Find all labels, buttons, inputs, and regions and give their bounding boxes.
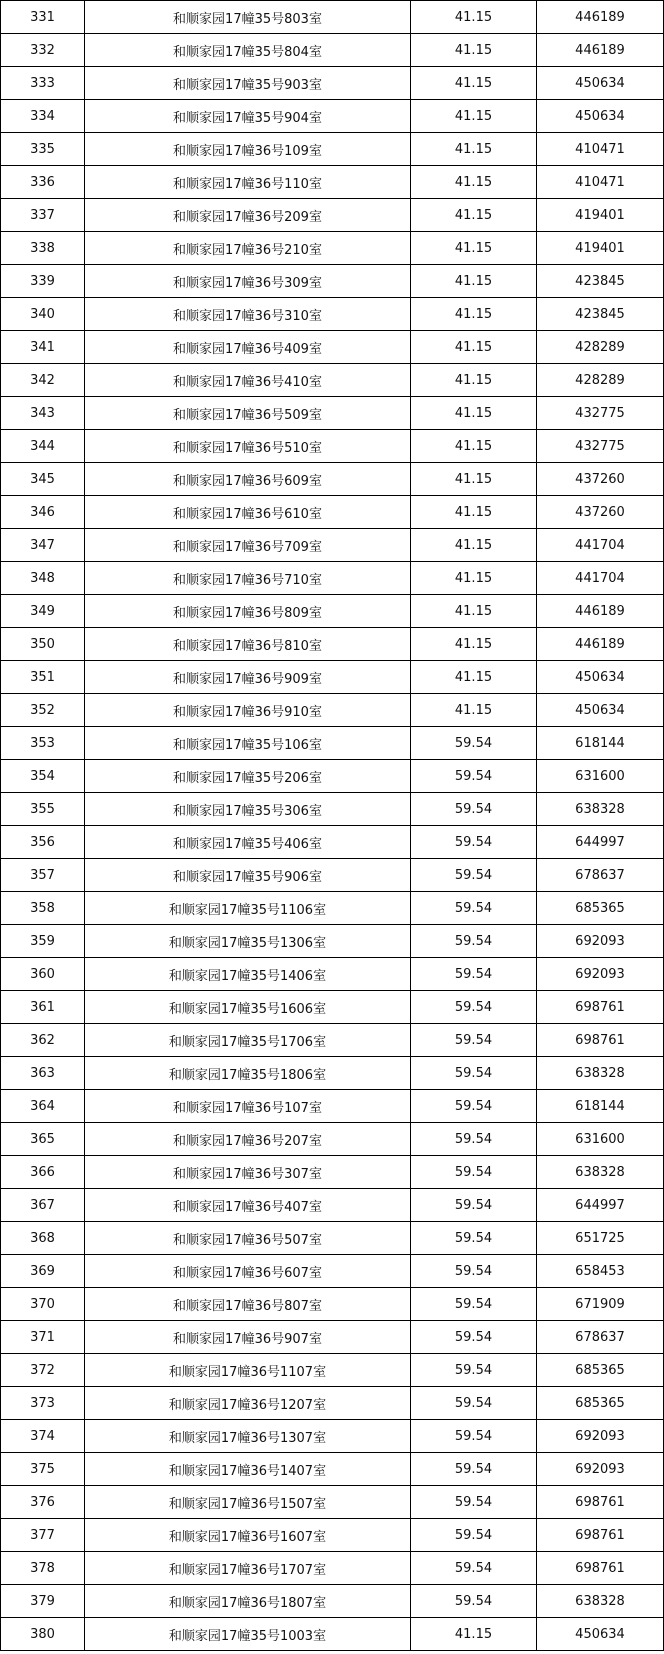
row-number-cell: 377 — [1, 1519, 85, 1552]
table-row — [1, 892, 664, 925]
row-number-cell: 370 — [1, 1288, 85, 1321]
address-cell: 和顺家园17幢36号709室 — [85, 529, 411, 562]
table-row — [1, 1090, 664, 1123]
table-row — [1, 199, 664, 232]
price-cell: 437260 — [537, 463, 664, 496]
table-row — [1, 859, 664, 892]
table-row — [1, 364, 664, 397]
price-cell: 685365 — [537, 1354, 664, 1387]
row-number-cell: 378 — [1, 1552, 85, 1585]
price-cell: 450634 — [537, 661, 664, 694]
area-cell: 41.15 — [411, 34, 537, 67]
area-cell: 59.54 — [411, 760, 537, 793]
address-cell: 和顺家园17幢36号210室 — [85, 232, 411, 265]
price-cell: 419401 — [537, 232, 664, 265]
area-cell: 59.54 — [411, 925, 537, 958]
price-cell: 446189 — [537, 1, 664, 34]
row-number-cell: 373 — [1, 1387, 85, 1420]
area-cell: 59.54 — [411, 727, 537, 760]
area-cell: 41.15 — [411, 595, 537, 628]
price-cell: 698761 — [537, 1519, 664, 1552]
row-number-cell: 344 — [1, 430, 85, 463]
area-cell: 59.54 — [411, 1189, 537, 1222]
table-row — [1, 694, 664, 727]
table-row — [1, 991, 664, 1024]
area-cell: 59.54 — [411, 1057, 537, 1090]
row-number-cell: 366 — [1, 1156, 85, 1189]
price-cell: 692093 — [537, 1420, 664, 1453]
price-cell: 423845 — [537, 298, 664, 331]
price-cell: 410471 — [537, 133, 664, 166]
table-row — [1, 1420, 664, 1453]
address-cell: 和顺家园17幢36号1707室 — [85, 1552, 411, 1585]
row-number-cell: 337 — [1, 199, 85, 232]
address-cell: 和顺家园17幢35号106室 — [85, 727, 411, 760]
table-row — [1, 1354, 664, 1387]
price-cell: 671909 — [537, 1288, 664, 1321]
area-cell: 59.54 — [411, 1222, 537, 1255]
table-row — [1, 760, 664, 793]
address-cell: 和顺家园17幢35号1606室 — [85, 991, 411, 1024]
price-cell: 638328 — [537, 1057, 664, 1090]
area-cell: 41.15 — [411, 661, 537, 694]
price-cell: 638328 — [537, 793, 664, 826]
address-cell: 和顺家园17幢35号1706室 — [85, 1024, 411, 1057]
table-row — [1, 958, 664, 991]
area-cell: 59.54 — [411, 1090, 537, 1123]
price-cell: 410471 — [537, 166, 664, 199]
table-row — [1, 1288, 664, 1321]
area-cell: 41.15 — [411, 133, 537, 166]
area-cell: 41.15 — [411, 628, 537, 661]
address-cell: 和顺家园17幢36号309室 — [85, 265, 411, 298]
row-number-cell: 341 — [1, 331, 85, 364]
row-number-cell: 350 — [1, 628, 85, 661]
row-number-cell: 361 — [1, 991, 85, 1024]
address-cell: 和顺家园17幢36号410室 — [85, 364, 411, 397]
row-number-cell: 348 — [1, 562, 85, 595]
area-cell: 59.54 — [411, 859, 537, 892]
row-number-cell: 345 — [1, 463, 85, 496]
price-cell: 618144 — [537, 727, 664, 760]
row-number-cell: 362 — [1, 1024, 85, 1057]
address-cell: 和顺家园17幢36号607室 — [85, 1255, 411, 1288]
address-cell: 和顺家园17幢35号1406室 — [85, 958, 411, 991]
price-cell: 618144 — [537, 1090, 664, 1123]
table-row — [1, 100, 664, 133]
area-cell: 41.15 — [411, 529, 537, 562]
table-row — [1, 496, 664, 529]
area-cell: 41.15 — [411, 199, 537, 232]
address-cell: 和顺家园17幢36号1807室 — [85, 1585, 411, 1618]
row-number-cell: 351 — [1, 661, 85, 694]
row-number-cell: 343 — [1, 397, 85, 430]
area-cell: 59.54 — [411, 1486, 537, 1519]
address-cell: 和顺家园17幢35号406室 — [85, 826, 411, 859]
row-number-cell: 331 — [1, 1, 85, 34]
table-row — [1, 1387, 664, 1420]
table-row — [1, 925, 664, 958]
address-cell: 和顺家园17幢35号904室 — [85, 100, 411, 133]
area-cell: 59.54 — [411, 1255, 537, 1288]
address-cell: 和顺家园17幢35号803室 — [85, 1, 411, 34]
row-number-cell: 334 — [1, 100, 85, 133]
area-cell: 59.54 — [411, 1156, 537, 1189]
price-cell: 432775 — [537, 397, 664, 430]
price-cell: 419401 — [537, 199, 664, 232]
price-cell: 638328 — [537, 1156, 664, 1189]
table-row — [1, 166, 664, 199]
area-cell: 41.15 — [411, 562, 537, 595]
row-number-cell: 374 — [1, 1420, 85, 1453]
price-cell: 698761 — [537, 1486, 664, 1519]
address-cell: 和顺家园17幢35号306室 — [85, 793, 411, 826]
address-cell: 和顺家园17幢36号610室 — [85, 496, 411, 529]
table-row — [1, 1057, 664, 1090]
address-cell: 和顺家园17幢36号110室 — [85, 166, 411, 199]
table-body — [1, 1, 664, 1651]
table-row — [1, 1453, 664, 1486]
address-cell: 和顺家园17幢36号407室 — [85, 1189, 411, 1222]
table-row — [1, 397, 664, 430]
area-cell: 59.54 — [411, 1519, 537, 1552]
price-cell: 698761 — [537, 1024, 664, 1057]
row-number-cell: 335 — [1, 133, 85, 166]
price-cell: 441704 — [537, 562, 664, 595]
area-cell: 59.54 — [411, 1354, 537, 1387]
price-cell: 446189 — [537, 34, 664, 67]
address-cell: 和顺家园17幢36号1307室 — [85, 1420, 411, 1453]
area-cell: 59.54 — [411, 1387, 537, 1420]
area-cell: 41.15 — [411, 397, 537, 430]
table-row — [1, 1024, 664, 1057]
address-cell: 和顺家园17幢36号1207室 — [85, 1387, 411, 1420]
price-cell: 685365 — [537, 1387, 664, 1420]
table-row — [1, 331, 664, 364]
row-number-cell: 338 — [1, 232, 85, 265]
row-number-cell: 347 — [1, 529, 85, 562]
address-cell: 和顺家园17幢36号409室 — [85, 331, 411, 364]
area-cell: 59.54 — [411, 793, 537, 826]
row-number-cell: 375 — [1, 1453, 85, 1486]
address-cell: 和顺家园17幢36号507室 — [85, 1222, 411, 1255]
area-cell: 59.54 — [411, 1288, 537, 1321]
price-cell: 644997 — [537, 826, 664, 859]
table-row — [1, 298, 664, 331]
price-cell: 698761 — [537, 991, 664, 1024]
area-cell: 41.15 — [411, 1618, 537, 1651]
address-cell: 和顺家园17幢36号1107室 — [85, 1354, 411, 1387]
area-cell: 41.15 — [411, 166, 537, 199]
address-cell: 和顺家园17幢36号1407室 — [85, 1453, 411, 1486]
row-number-cell: 349 — [1, 595, 85, 628]
area-cell: 41.15 — [411, 100, 537, 133]
table-row — [1, 430, 664, 463]
price-cell: 441704 — [537, 529, 664, 562]
row-number-cell: 376 — [1, 1486, 85, 1519]
price-cell: 446189 — [537, 595, 664, 628]
price-cell: 437260 — [537, 496, 664, 529]
price-cell: 692093 — [537, 1453, 664, 1486]
table-row — [1, 1123, 664, 1156]
table-row — [1, 1321, 664, 1354]
price-cell: 450634 — [537, 100, 664, 133]
row-number-cell: 380 — [1, 1618, 85, 1651]
address-cell: 和顺家园17幢36号1607室 — [85, 1519, 411, 1552]
table-row — [1, 727, 664, 760]
address-cell: 和顺家园17幢36号609室 — [85, 463, 411, 496]
table-row — [1, 529, 664, 562]
row-number-cell: 333 — [1, 67, 85, 100]
area-cell: 59.54 — [411, 1552, 537, 1585]
price-cell: 631600 — [537, 1123, 664, 1156]
address-cell: 和顺家园17幢36号310室 — [85, 298, 411, 331]
table-row — [1, 34, 664, 67]
area-cell: 59.54 — [411, 1420, 537, 1453]
row-number-cell: 367 — [1, 1189, 85, 1222]
table-row — [1, 1618, 664, 1651]
area-cell: 59.54 — [411, 1123, 537, 1156]
address-cell: 和顺家园17幢35号1806室 — [85, 1057, 411, 1090]
table-row — [1, 1519, 664, 1552]
address-cell: 和顺家园17幢35号1306室 — [85, 925, 411, 958]
address-cell: 和顺家园17幢36号910室 — [85, 694, 411, 727]
row-number-cell: 368 — [1, 1222, 85, 1255]
table-row — [1, 562, 664, 595]
area-cell: 59.54 — [411, 826, 537, 859]
row-number-cell: 359 — [1, 925, 85, 958]
price-cell: 432775 — [537, 430, 664, 463]
address-cell: 和顺家园17幢35号804室 — [85, 34, 411, 67]
table-row — [1, 661, 664, 694]
area-cell: 59.54 — [411, 991, 537, 1024]
price-cell: 450634 — [537, 694, 664, 727]
price-cell: 678637 — [537, 859, 664, 892]
area-cell: 59.54 — [411, 1321, 537, 1354]
address-cell: 和顺家园17幢35号1003室 — [85, 1618, 411, 1651]
row-number-cell: 355 — [1, 793, 85, 826]
address-cell: 和顺家园17幢36号509室 — [85, 397, 411, 430]
address-cell: 和顺家园17幢36号807室 — [85, 1288, 411, 1321]
price-cell: 658453 — [537, 1255, 664, 1288]
area-cell: 41.15 — [411, 430, 537, 463]
price-cell: 428289 — [537, 331, 664, 364]
row-number-cell: 358 — [1, 892, 85, 925]
price-cell: 644997 — [537, 1189, 664, 1222]
row-number-cell: 342 — [1, 364, 85, 397]
row-number-cell: 346 — [1, 496, 85, 529]
price-cell: 446189 — [537, 628, 664, 661]
row-number-cell: 369 — [1, 1255, 85, 1288]
table-row — [1, 1552, 664, 1585]
price-cell: 698761 — [537, 1552, 664, 1585]
row-number-cell: 336 — [1, 166, 85, 199]
area-cell: 41.15 — [411, 331, 537, 364]
address-cell: 和顺家园17幢36号510室 — [85, 430, 411, 463]
row-number-cell: 339 — [1, 265, 85, 298]
row-number-cell: 363 — [1, 1057, 85, 1090]
area-cell: 41.15 — [411, 1, 537, 34]
row-number-cell: 353 — [1, 727, 85, 760]
table-row — [1, 826, 664, 859]
address-cell: 和顺家园17幢36号1507室 — [85, 1486, 411, 1519]
address-cell: 和顺家园17幢36号809室 — [85, 595, 411, 628]
area-cell: 59.54 — [411, 892, 537, 925]
area-cell: 41.15 — [411, 67, 537, 100]
address-cell: 和顺家园17幢36号909室 — [85, 661, 411, 694]
row-number-cell: 356 — [1, 826, 85, 859]
address-cell: 和顺家园17幢36号810室 — [85, 628, 411, 661]
price-cell: 651725 — [537, 1222, 664, 1255]
address-cell: 和顺家园17幢35号906室 — [85, 859, 411, 892]
row-number-cell: 357 — [1, 859, 85, 892]
address-cell: 和顺家园17幢36号209室 — [85, 199, 411, 232]
address-cell: 和顺家园17幢36号107室 — [85, 1090, 411, 1123]
area-cell: 41.15 — [411, 463, 537, 496]
address-cell: 和顺家园17幢36号207室 — [85, 1123, 411, 1156]
price-cell: 423845 — [537, 265, 664, 298]
area-cell: 41.15 — [411, 265, 537, 298]
table-row — [1, 232, 664, 265]
table-row — [1, 793, 664, 826]
price-cell: 631600 — [537, 760, 664, 793]
table-row — [1, 463, 664, 496]
row-number-cell: 379 — [1, 1585, 85, 1618]
address-cell: 和顺家园17幢36号307室 — [85, 1156, 411, 1189]
area-cell: 41.15 — [411, 298, 537, 331]
table-row — [1, 1486, 664, 1519]
address-cell: 和顺家园17幢36号907室 — [85, 1321, 411, 1354]
price-cell: 678637 — [537, 1321, 664, 1354]
table-row — [1, 1, 664, 34]
area-cell: 41.15 — [411, 232, 537, 265]
area-cell: 59.54 — [411, 1453, 537, 1486]
area-cell: 59.54 — [411, 958, 537, 991]
row-number-cell: 372 — [1, 1354, 85, 1387]
row-number-cell: 332 — [1, 34, 85, 67]
price-cell: 638328 — [537, 1585, 664, 1618]
table-row — [1, 628, 664, 661]
table-row — [1, 265, 664, 298]
row-number-cell: 360 — [1, 958, 85, 991]
address-cell: 和顺家园17幢35号903室 — [85, 67, 411, 100]
address-cell: 和顺家园17幢36号109室 — [85, 133, 411, 166]
row-number-cell: 365 — [1, 1123, 85, 1156]
price-cell: 450634 — [537, 1618, 664, 1651]
table-row — [1, 595, 664, 628]
area-cell: 59.54 — [411, 1024, 537, 1057]
area-cell: 41.15 — [411, 364, 537, 397]
table-row — [1, 1585, 664, 1618]
row-number-cell: 354 — [1, 760, 85, 793]
price-cell: 450634 — [537, 67, 664, 100]
table-row — [1, 67, 664, 100]
price-cell: 692093 — [537, 925, 664, 958]
address-cell: 和顺家园17幢35号1106室 — [85, 892, 411, 925]
table-row — [1, 1222, 664, 1255]
row-number-cell: 352 — [1, 694, 85, 727]
area-cell: 41.15 — [411, 496, 537, 529]
table-row — [1, 1156, 664, 1189]
price-cell: 428289 — [537, 364, 664, 397]
price-cell: 685365 — [537, 892, 664, 925]
row-number-cell: 340 — [1, 298, 85, 331]
table-row — [1, 1189, 664, 1222]
row-number-cell: 364 — [1, 1090, 85, 1123]
address-cell: 和顺家园17幢36号710室 — [85, 562, 411, 595]
area-cell: 59.54 — [411, 1585, 537, 1618]
row-number-cell: 371 — [1, 1321, 85, 1354]
address-cell: 和顺家园17幢35号206室 — [85, 760, 411, 793]
table-row — [1, 1255, 664, 1288]
table-row — [1, 133, 664, 166]
price-cell: 692093 — [537, 958, 664, 991]
area-cell: 41.15 — [411, 694, 537, 727]
